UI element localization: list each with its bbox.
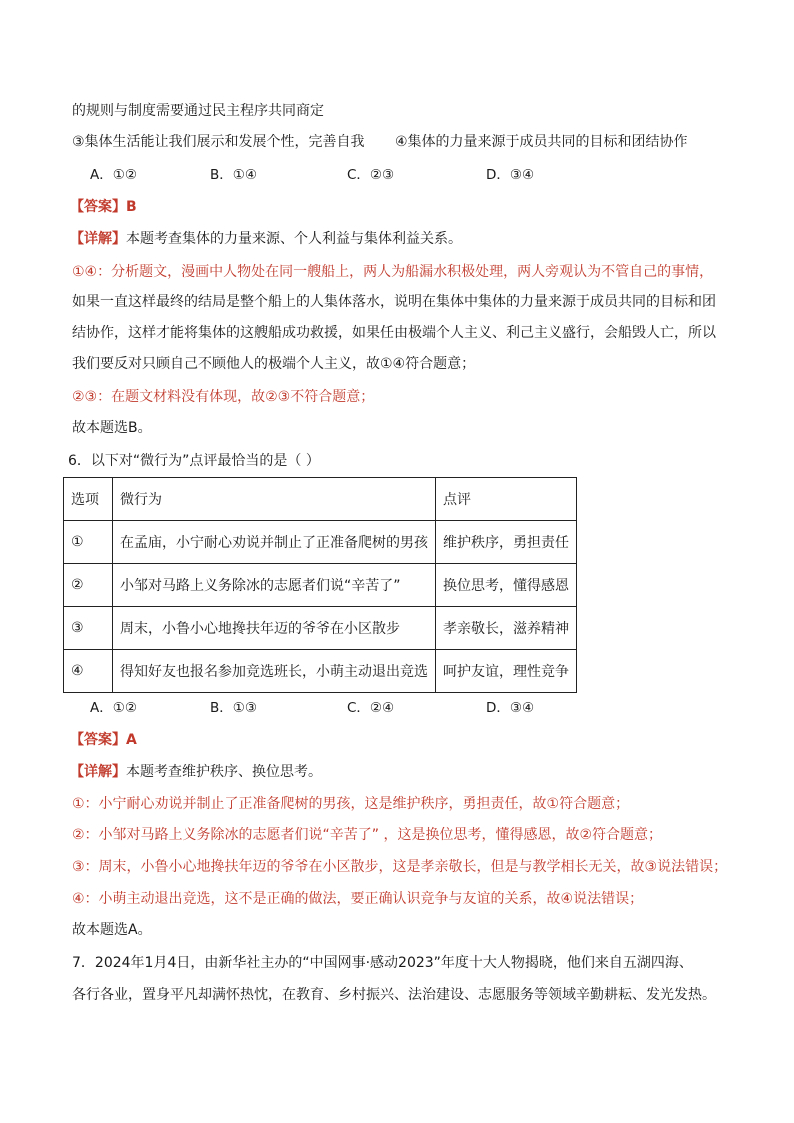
answer-value: B bbox=[126, 199, 137, 215]
q6-detail bbox=[70, 762, 322, 782]
q6-stem: 6．以下对“微行为”点评最恰当的是（ ） bbox=[68, 453, 320, 469]
q5-option-d: D．③④ bbox=[486, 167, 535, 183]
table-cell: 小邹对马路上义务除冰的志愿者们说“辛苦了” bbox=[113, 564, 436, 607]
table-row bbox=[64, 607, 577, 650]
table-header-row bbox=[64, 478, 577, 521]
q6-analysis-line: ③：周末，小鲁小心地搀扶年迈的爷爷在小区散步，这是孝亲敬长，但是与教学相长无关，故③说法错误； bbox=[72, 859, 728, 875]
q5-stem-tail: 的规则与制度需要通过民主程序共同商定 bbox=[72, 103, 324, 119]
q6-analysis-line: ④：小萌主动退出竞选，这不是正确的做法，要正确认识竞争与友谊的关系，故④说法错误； bbox=[72, 891, 644, 907]
table-cell: 维护秩序，勇担责任 bbox=[436, 521, 577, 564]
q5-detail bbox=[70, 229, 462, 249]
q5-statement-4: ④集体的力量来源于成员共同的目标和团结协作 bbox=[395, 134, 688, 150]
table-cell: 呵护友谊，理性竞争 bbox=[436, 650, 577, 693]
q5-analysis-line: 如果一直这样最终的结局是整个船上的人集体落水，说明在集体中集体的力量来源于成员共同的目标和团 bbox=[72, 294, 716, 310]
q6-conclusion: 故本题选A。 bbox=[72, 922, 152, 938]
answer-label: 【答案】 bbox=[70, 199, 126, 215]
q5-analysis-line: ①④：分析题文，漫画中人物处在同一艘船上，两人为船漏水积极处理，两人旁观认为不管自己的事情， bbox=[72, 264, 714, 280]
q5-conclusion: 故本题选B。 bbox=[72, 420, 152, 436]
q6-option-b: B．①③ bbox=[210, 700, 257, 716]
table-cell: ③ bbox=[64, 607, 113, 650]
table-cell: 周末，小鲁小心地搀扶年迈的爷爷在小区散步 bbox=[113, 607, 436, 650]
q7-line: 各行各业，置身平凡却满怀热忱，在教育、乡村振兴、法治建设、志愿服务等领域辛勤耕耘、发光发热。 bbox=[72, 987, 716, 1003]
table-header: 点评 bbox=[436, 478, 577, 521]
table-row bbox=[64, 650, 577, 693]
table-row bbox=[64, 564, 577, 607]
q5-answer bbox=[70, 197, 137, 217]
table-header: 微行为 bbox=[113, 478, 436, 521]
table-cell: 在孟庙，小宁耐心劝说并制止了正准备爬树的男孩 bbox=[113, 521, 436, 564]
table-cell: ① bbox=[64, 521, 113, 564]
detail-intro: 本题考查维护秩序、换位思考。 bbox=[126, 764, 322, 780]
table-row bbox=[64, 521, 577, 564]
table-cell: ② bbox=[64, 564, 113, 607]
q7-line: 7．2024年1月4日，由新华社主办的“中国网事·感动2023”年度十大人物揭晓，他们来自五湖四海、 bbox=[72, 955, 693, 971]
q6-option-d: D．③④ bbox=[486, 700, 535, 716]
q6-analysis-line: ①：小宁耐心劝说并制止了正准备爬树的男孩，这是维护秩序，勇担责任，故①符合题意； bbox=[72, 796, 630, 812]
q6-analysis-line: ②：小邹对马路上义务除冰的志愿者们说“辛苦了” ，这是换位思考，懂得感恩，故②符合题意； bbox=[72, 827, 663, 843]
q5-option-a: A．①② bbox=[90, 167, 137, 183]
q5-analysis-23: ②③：在题文材料没有体现，故②③不符合题意； bbox=[72, 389, 375, 405]
q5-analysis-line: 我们要反对只顾自己不顾他人的极端个人主义，故①④符合题意； bbox=[72, 356, 476, 372]
detail-label: 【详解】 bbox=[70, 764, 126, 780]
table-header: 选项 bbox=[64, 478, 113, 521]
q5-option-b: B．①④ bbox=[210, 167, 257, 183]
q6-answer bbox=[70, 730, 137, 750]
table-cell: 得知好友也报名参加竞选班长，小萌主动退出竞选 bbox=[113, 650, 436, 693]
answer-value: A bbox=[126, 732, 137, 748]
detail-intro: 本题考查集体的力量来源、个人利益与集体利益关系。 bbox=[126, 231, 462, 247]
table-cell: 换位思考，懂得感恩 bbox=[436, 564, 577, 607]
q6-table bbox=[63, 477, 577, 693]
table-cell: ④ bbox=[64, 650, 113, 693]
q5-option-c: C．②③ bbox=[347, 167, 395, 183]
q6-option-a: A．①② bbox=[90, 700, 137, 716]
q5-analysis-line: 结协作，这样才能将集体的这艘船成功救援，如果任由极端个人主义、利己主义盛行，会船毁人亡，所以 bbox=[72, 325, 716, 341]
detail-label: 【详解】 bbox=[70, 231, 126, 247]
answer-label: 【答案】 bbox=[70, 732, 126, 748]
q6-option-c: C．②④ bbox=[347, 700, 395, 716]
q5-statement-3: ③集体生活能让我们展示和发展个性，完善自我 bbox=[72, 134, 365, 150]
table-cell: 孝亲敬长，滋养精神 bbox=[436, 607, 577, 650]
